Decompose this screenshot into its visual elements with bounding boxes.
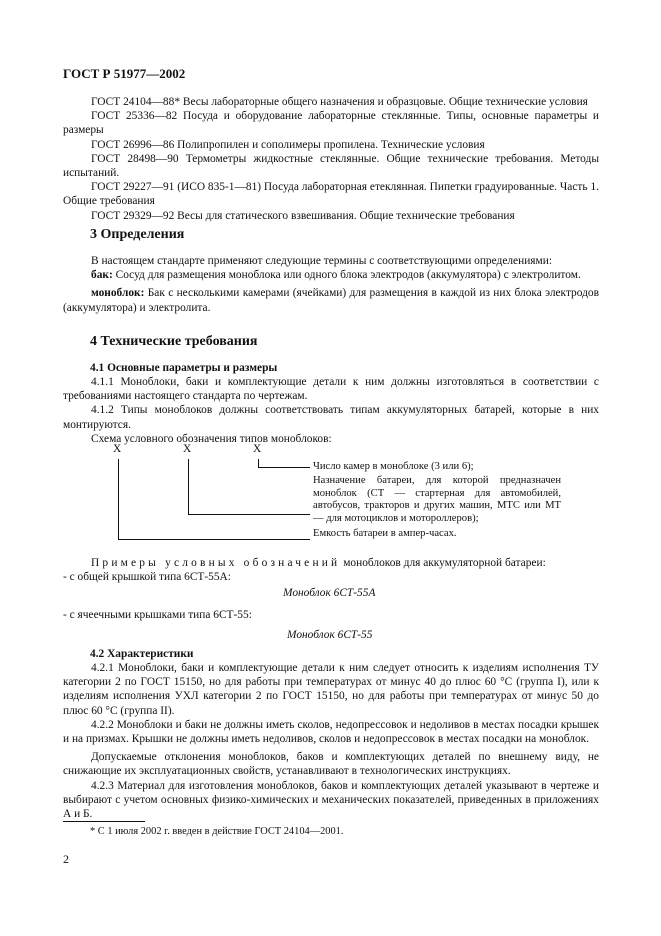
examples-spaced: Примеры условных обозначений bbox=[91, 557, 341, 569]
example-2-intro: - с ячеечными крышками типа 6СТ-55: bbox=[63, 609, 252, 621]
subsection-4-1-heading: 4.1 Основные параметры и размеры bbox=[90, 362, 278, 374]
footnote: * С 1 июля 2002 г. введен в действие ГОСТ 24104—2001. bbox=[90, 826, 344, 837]
normative-references bbox=[63, 95, 599, 223]
footnote-rule bbox=[63, 821, 145, 822]
definitions-intro: В настоящем стандарте применяют следующие термины с соответствующими определениями: bbox=[91, 255, 553, 267]
example-2-block bbox=[63, 608, 599, 622]
ref-gost-29227: ГОСТ 29227—91 (ИСО 835-1—81) Посуда лабораторная етеклянная. Пипетки градуированные. Часть 1. Общие требования bbox=[63, 181, 599, 208]
scheme-line-v1 bbox=[118, 459, 119, 539]
para-4-2-1: 4.2.1 Моноблоки, баки и комплектующие детали к ним следует относить к изделиям исполнения ТУ категории 2 по ГОСТ 15150, но для работы при температурах от минус 40 до плюс 60 °С (группа I), или к изделиям исполнения УХЛ категории 2 по ГОСТ 15150, но для работы при температурах от минус 50 до плюс 60 °С (группа II). bbox=[63, 662, 599, 717]
para-4-1-2: 4.1.2 Типы моноблоков должны соответствовать типам аккумуляторных батарей, которые в них монтируются. bbox=[63, 404, 599, 431]
page-number: 2 bbox=[63, 852, 69, 866]
ref-gost-29329: ГОСТ 29329—92 Весы для статического взвешивания. Общие технические требования bbox=[91, 209, 515, 222]
definition-monoblok-text: Бак с несколькими камерами (ячейками) для размещения в каждой из них блока электродов (аккумулятора) и электролита. bbox=[63, 287, 599, 314]
definition-monoblok bbox=[63, 286, 599, 314]
definition-bak-text: Сосуд для размещения моноблока или одного блока электродов (аккумулятора) с электролитом. bbox=[112, 269, 581, 282]
scheme-x-3: Х bbox=[253, 443, 262, 455]
definition-bak bbox=[63, 268, 599, 282]
document-header: ГОСТ Р 51977—2002 bbox=[63, 66, 186, 81]
scheme-line-h3 bbox=[118, 539, 310, 540]
scheme-label-purpose: Назначение батареи, для которой предназначен моноблок (СТ — стартерная для автомобилей, автобусов, тракторов и других машин, МТС или МТ — для мотоциклов и мотороллеров); bbox=[313, 475, 561, 524]
para-4-2-3: 4.2.3 Материал для изготовления моноблоков, баков и комплектующих деталей указывают в чертеже и выбирают с учетом основных физико-химических и механических показателей, приведенных в приложениях А и Б. bbox=[63, 779, 599, 821]
term-bak: бак: bbox=[91, 269, 113, 282]
section-4-heading: 4 Технические требования bbox=[90, 334, 258, 349]
scheme-label-capacity: Емкость батареи в ампер-часах. bbox=[313, 528, 457, 539]
example-1-intro: - с общей крышкой типа 6СТ-55А: bbox=[63, 571, 231, 584]
ref-gost-24104: ГОСТ 24104—88* Весы лабораторные общего назначения и образцовые. Общие технические условия bbox=[91, 96, 588, 108]
subsection-4-2-body bbox=[63, 661, 599, 821]
example-1: Моноблок 6СТ-55А bbox=[283, 587, 376, 599]
para-4-1-1: 4.1.1 Моноблоки, баки и комплектующие детали к ним должны изготовляться в соответствии с требованиями настоящего стандарта по чертежам. bbox=[63, 376, 599, 403]
term-monoblok: моноблок: bbox=[91, 287, 145, 300]
para-4-2-2: 4.2.2 Моноблоки и баки не должны иметь сколов, недопрессовок и недоливов в местах посадки крышек и на призмах. Крышки не должны иметь недоливов, сколов и недопрессовок в местах посадки на моноблок. bbox=[63, 718, 599, 746]
scheme-line-v2 bbox=[188, 459, 189, 514]
ref-gost-28498: ГОСТ 28498—90 Термометры жидкостные стеклянные. Общие технические требования. Методы испытаний. bbox=[63, 152, 599, 180]
examples-rest: моноблоков для аккумуляторной батареи: bbox=[340, 557, 546, 569]
subsection-4-2-heading: 4.2 Характеристики bbox=[90, 648, 194, 660]
section-3-body bbox=[63, 254, 599, 315]
scheme-line-h2 bbox=[188, 514, 310, 515]
scheme-line-v3 bbox=[258, 459, 259, 467]
ref-gost-26996: ГОСТ 26996—86 Полипропилен и сополимеры пропилена. Технические условия bbox=[91, 138, 485, 151]
example-2: Моноблок 6СТ-55 bbox=[287, 629, 373, 641]
scheme-x-1: Х bbox=[113, 443, 122, 455]
scheme-label-cells: Число камер в моноблоке (3 или 6); bbox=[313, 461, 474, 472]
scheme-title: Схема условного обозначения типов моноблоков: bbox=[91, 432, 332, 445]
section-3-heading: 3 Определения bbox=[90, 227, 185, 242]
scheme-line-h1 bbox=[258, 467, 310, 468]
ref-gost-25336: ГОСТ 25336—82 Посуда и оборудование лабораторные стеклянные. Типы, основные параметры и размеры bbox=[63, 110, 599, 137]
subsection-4-1-body bbox=[63, 375, 599, 446]
examples-block bbox=[63, 556, 599, 584]
scheme-x-2: Х bbox=[183, 443, 192, 455]
examples-intro bbox=[63, 556, 599, 570]
para-4-2-2-b: Допускаемые отклонения моноблоков, баков и комплектующих деталей по внешнему виду, не снижающие их эксплуатационных свойств, устанавливают в технологических инструкциях. bbox=[63, 751, 599, 778]
